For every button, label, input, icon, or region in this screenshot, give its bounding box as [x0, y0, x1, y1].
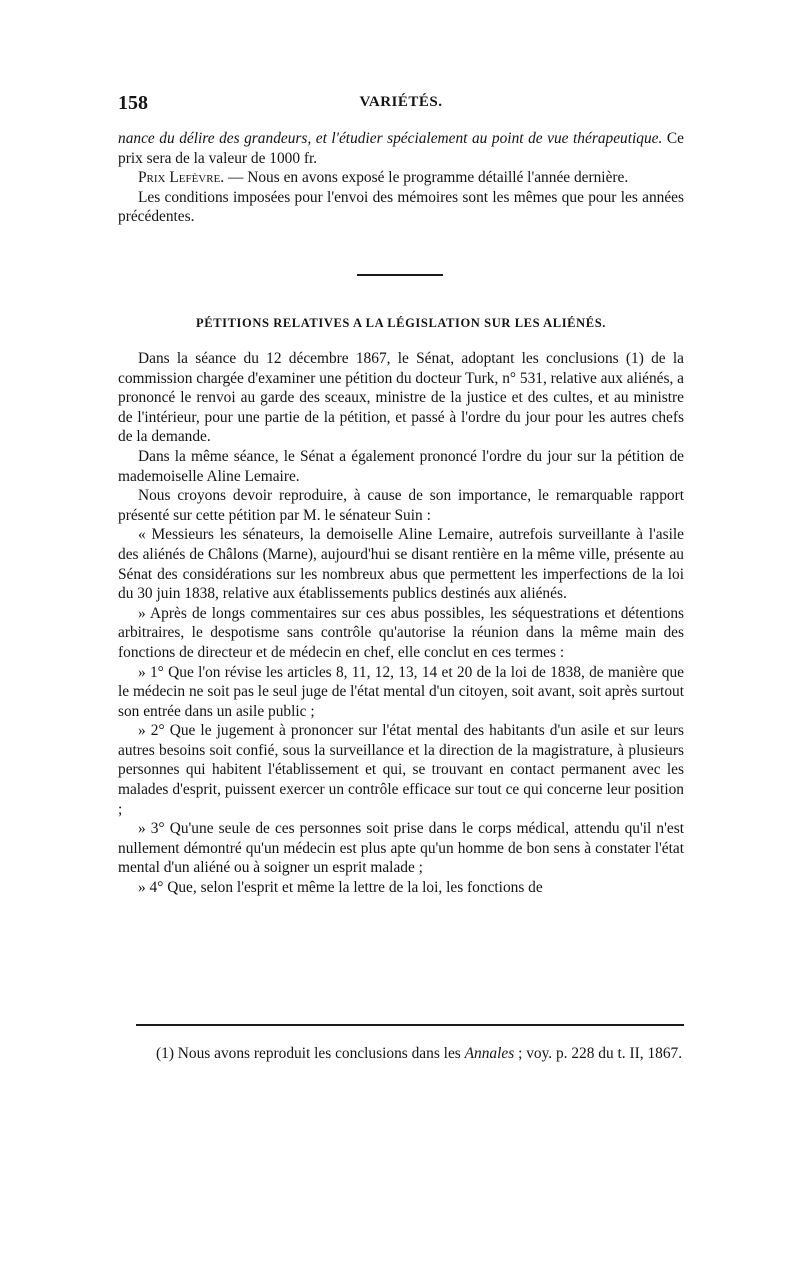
footnote-divider [136, 1024, 684, 1026]
prize-text: — Nous en avons exposé le programme détaillé l'année dernière. [224, 169, 629, 187]
running-title: VARIÉTÉS. [359, 94, 443, 110]
body-paragraph: » 3° Qu'une seule de ces personnes soit prise dans le corps médical, attendu qu'il n'est nullement démontré qu'un médecin est plus apte qu'un homme de bon sens à constater l'état mental d'un aliéné ou à soigner un esprit malade ; [118, 820, 684, 877]
section-title: PÉTITIONS RELATIVES A LA LÉGISLATION SUR LES ALIÉNÉS. [196, 316, 606, 330]
prize-label: Prix Lefèvre. [138, 169, 225, 187]
body-paragraph: » Après de longs commentaires sur ces abus possibles, les séquestrations et détentions arbitraires, le despotisme sans contrôle qu'autorise la réunion dans la même main des fonctions de directeur et de médecin en chef, elle conclut en ces termes : [118, 604, 684, 661]
footnote-text [136, 1044, 684, 1064]
footnote-journal: Annales [464, 1045, 515, 1062]
footnote-prefix: (1) Nous avons reproduit les conclusions dans les [156, 1045, 465, 1062]
section-divider [357, 274, 443, 276]
footnote-suffix: ; voy. p. 228 du t. II, 1867. [514, 1045, 683, 1062]
intro-text [118, 129, 684, 227]
intro-prize-value: Ce prix sera de la valeur de 1000 fr. [118, 130, 684, 167]
section-body [118, 349, 684, 898]
body-paragraph: » 4° Que, selon l'esprit et même la lettre de la loi, les fonctions de [138, 879, 543, 897]
footnote [136, 1044, 684, 1064]
body-paragraph: « Messieurs les sénateurs, la demoiselle Aline Lemaire, autrefois surveillante à l'asile des aliénés de Châlons (Marne), aujourd'hui se disant rentière en la même ville, présente au Sénat des considérations sur les nombreux abus que permettent les imperfections de la loi du 30 juin 1838, relative aux établissements publics destinés aux aliénés. [118, 526, 684, 603]
intro-paragraph-2 [118, 168, 684, 188]
intro-italic-text: nance du délire des grandeurs, et l'étudier spécialement au point de vue thérapeutique. [118, 130, 663, 147]
body-paragraph: Dans la séance du 12 décembre 1867, le Sénat, adoptant les conclusions (1) de la commission chargée d'examiner une pétition du docteur Turk, n° 531, relative aux aliénés, a prononcé le renvoi au garde des sceaux, ministre de la justice et des cultes, et au ministre de l'intérieur, pour une partie de la pétition, et passé à l'ordre du jour pour les autres chefs de la demande. [118, 350, 684, 446]
body-paragraph: Nous croyons devoir reproduire, à cause de son importance, le remarquable rapport présenté sur cette pétition par M. le sénateur Suin : [118, 487, 684, 524]
intro-paragraph-1 [118, 129, 684, 168]
body-paragraph: » 2° Que le jugement à prononcer sur l'état mental des habitants d'un asile et sur leurs autres besoins soit confié, sous la surveillance et la direction de la magistrature, à plusieurs personnes qui habitent l'établissement et qui, se trouvant en contact permanent avec les malades d'esprit, puissent exercer un contrôle efficace sur tout ce qui concerne leur position ; [118, 722, 684, 818]
intro-paragraph-3: Les conditions imposées pour l'envoi des mémoires sont les mêmes que pour les années précédentes. [118, 188, 684, 226]
page-header [118, 92, 684, 116]
body-paragraph: Dans la même séance, le Sénat a également prononcé l'ordre du jour sur la pétition de mademoiselle Aline Lemaire. [118, 447, 684, 485]
page-number: 158 [118, 92, 148, 114]
body-paragraph: » 1° Que l'on révise les articles 8, 11, 12, 13, 14 et 20 de la loi de 1838, de manière que le médecin ne soit pas le seul juge de l'état mental d'un citoyen, soit avant, soit après surtout son entrée dans un asile public ; [118, 663, 684, 720]
